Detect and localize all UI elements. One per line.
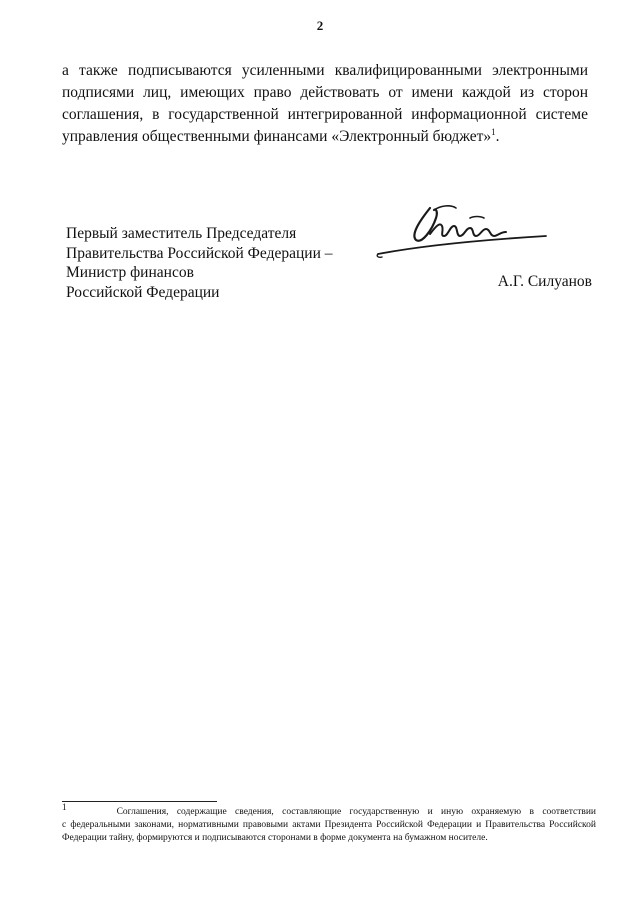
body-line: подписями лиц, имеющих право действовать от имени каждой из сторон [62,84,588,101]
body-line-last: управления общественными финансами «Электронный бюджет»$^1$. [62,126,500,145]
footnote-divider [62,801,217,802]
handwritten-signature [370,196,550,266]
page-number: 2 [316,18,324,33]
footnote-marker: 1 [62,801,67,812]
signatory-title-line: Правительства Российской Федерации – [66,244,333,262]
signer-name: А.Г. Силуанов [497,273,592,290]
body-paragraph [62,60,588,148]
footnote-reference: 1 [491,126,496,137]
footnote-line: с федеральными законами, нормативными правовыми актами Президента Российской Федерации и Правительства Российской [62,820,596,830]
body-line-text: управления общественными финансами «Электронный бюджет» [62,128,492,145]
signatory-title [66,224,333,302]
footnote-line-first [62,801,597,819]
signatory-title-line: Министр финансов [66,264,194,281]
footnote-text: Соглашения, содержащие сведения, составляющие государственную и иную охраняемую в соответствии [116,807,597,817]
body-line: соглашения, в государственной интегрированной информационной системе [62,106,588,123]
footnote [62,801,597,845]
body-line: а также подписываются усиленными квалифицированными электронными [62,62,588,79]
footnote-line: Федерации тайну, формируются и подписываются сторонами в форме документа на бумажном носителе. [62,833,488,843]
signatory-title-line: Первый заместитель Председателя [66,225,297,242]
signatory-title-line: Российской Федерации [66,283,220,301]
